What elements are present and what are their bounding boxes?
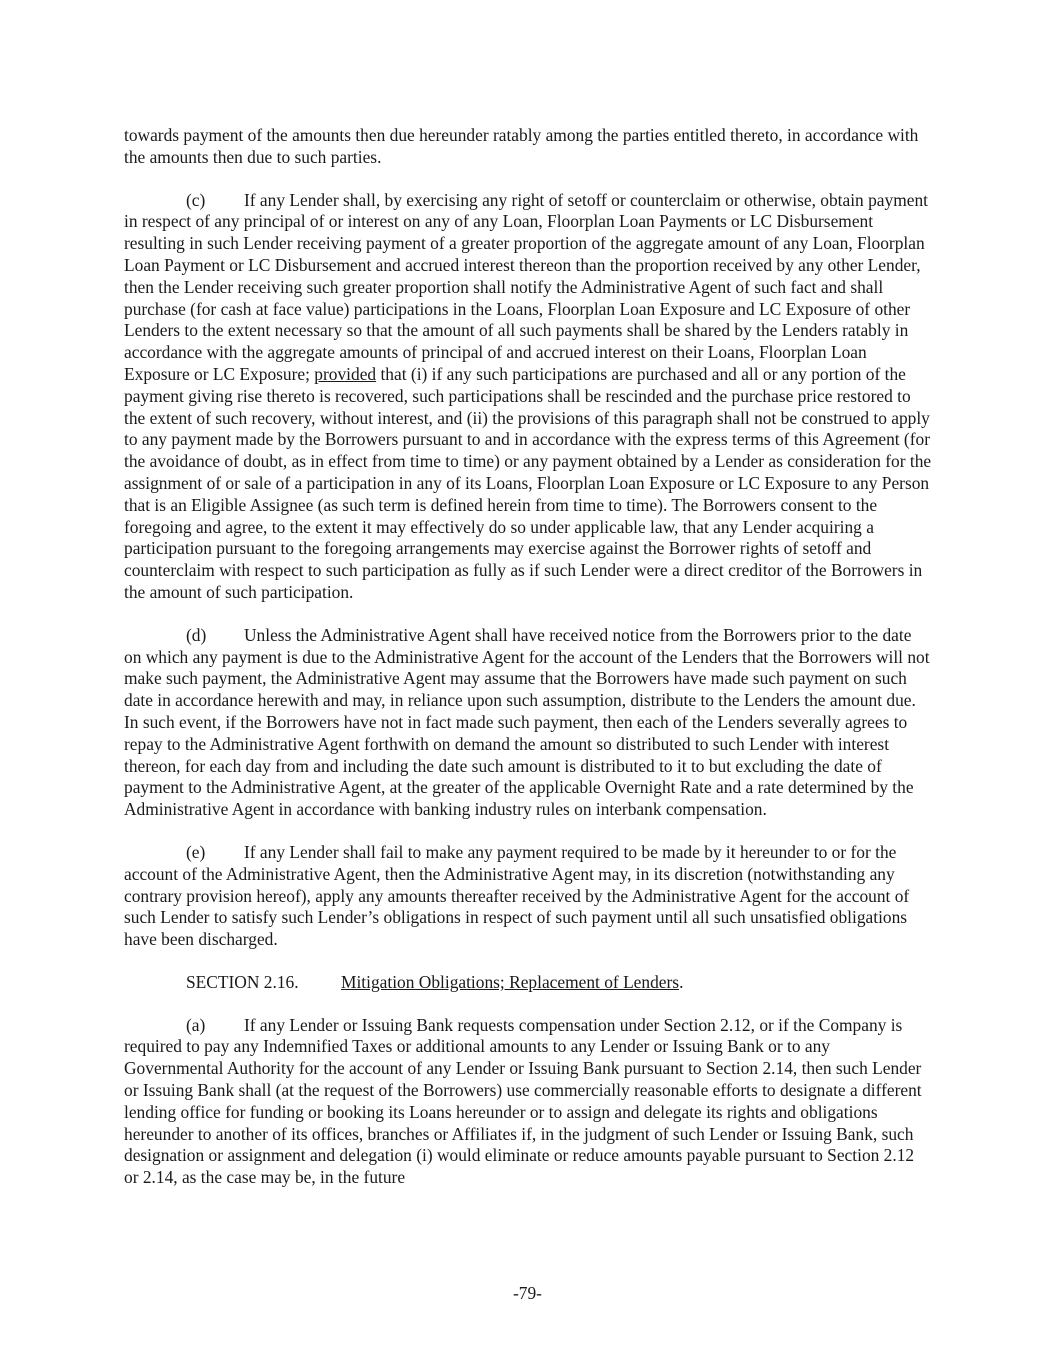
- paragraph-c-label: (c): [186, 189, 206, 210]
- document-body: [124, 125, 932, 1210]
- section-heading: [124, 972, 932, 994]
- provided-term: provided: [314, 363, 377, 384]
- continuation-paragraph: [124, 125, 932, 169]
- paragraph-a-label: (a): [186, 1014, 206, 1035]
- continuation-text: towards payment of the amounts then due hereunder ratably among the parties entitled thereto, in accordance with the amounts then due to such parties.: [124, 125, 919, 167]
- paragraph-d-label: (d): [186, 624, 207, 645]
- paragraph-e-text: If any Lender shall fail to make any payment required to be made by it hereunder to or for the account of the Administrative Agent, then the Administrative Agent may, in its discretion (notwithstanding any contrary provision hereof), apply any amounts thereafter received by the Administrative Agent for the account of such Lender to satisfy such Lender’s obligations in respect of such payment until all such unsatisfied obligations have been discharged.: [124, 841, 910, 950]
- section-title-period: .: [679, 971, 684, 992]
- paragraph-d: [124, 625, 932, 821]
- paragraph-d-text: Unless the Administrative Agent shall have received notice from the Borrowers prior to the date on which any payment is due to the Administrative Agent for the account of the Lenders that the Borrowers will not make such payment, the Administrative Agent may assume that the Borrowers have made such payment on such date in accordance herewith and may, in reliance upon such assumption, distribute to the Lenders the amount due. In such event, if the Borrowers have not in fact made such payment, then each of the Lenders severally agrees to repay to the Administrative Agent forthwith on demand the amount so distributed to such Lender with interest thereon, for each day from and including the date such amount is distributed to it to but excluding the date of payment to the Administrative Agent, at the greater of the applicable Overnight Rate and a rate determined by the Administrative Agent in accordance with banking industry rules on interbank compensation.: [124, 624, 930, 820]
- section-number: SECTION 2.16.: [186, 971, 299, 992]
- page-number: -79-: [513, 1283, 542, 1303]
- paragraph-e: [124, 842, 932, 951]
- paragraph-a-text: If any Lender or Issuing Bank requests compensation under Section 2.12, or if the Company is required to pay any Indemnified Taxes or additional amounts to any Lender or Issuing Bank or to any Governmental Authority for the account of any Lender or Issuing Bank pursuant to Section 2.14, then such Lender or Issuing Bank shall (at the request of the Borrowers) use commercially reasonable efforts to designate a different lending office for funding or booking its Loans hereunder or to assign and delegate its rights and obligations hereunder to another of its offices, branches or Affiliates if, in the judgment of such Lender or Issuing Bank, such designation or assignment and delegation (i) would eliminate or reduce amounts payable pursuant to Section 2.12 or 2.14, as the case may be, in the future: [124, 1014, 922, 1188]
- paragraph-e-label: (e): [186, 841, 206, 862]
- paragraph-c: [124, 190, 932, 604]
- paragraph-c-text-1: If any Lender shall, by exercising any right of setoff or counterclaim or otherwise, obtain payment in respect of any principal of or interest on any of any Loan, Floorplan Loan Payments or LC Disbursement resulting in such Lender receiving payment of a greater proportion of the aggregate amount of any Loan, Floorplan Loan Payment or LC Disbursement and accrued interest thereon than the proportion received by any other Lender, then the Lender receiving such greater proportion shall notify the Administrative Agent of such fact and shall purchase (for cash at face value) participations in the Loans, Floorplan Loan Exposure and LC Exposure of other Lenders to the extent necessary so that the amount of all such payments shall be shared by the Lenders ratably in accordance with the aggregate amounts of principal of and accrued interest on their Loans, Floorplan Loan Exposure or LC Exposure;: [124, 189, 928, 384]
- paragraph-a: [124, 1015, 932, 1189]
- section-title: Mitigation Obligations; Replacement of Lenders: [341, 971, 680, 992]
- paragraph-c-text-2: that (i) if any such participations are purchased and all or any portion of the payment giving rise thereto is recovered, such participations shall be rescinded and the purchase price restored to the extent of such recovery, without interest, and (ii) the provisions of this paragraph shall not be construed to apply to any payment made by the Borrowers pursuant to and in accordance with the express terms of this Agreement (for the avoidance of doubt, as in effect from time to time) or any payment obtained by a Lender as consideration for the assignment of or sale of a participation in any of its Loans, Floorplan Loan Exposure or LC Exposure to any Person that is an Eligible Assignee (as such term is defined herein from time to time). The Borrowers consent to the foregoing and agree, to the extent it may effectively do so under applicable law, that any Lender acquiring a participation pursuant to the foregoing arrangements may exercise against the Borrower rights of setoff and counterclaim with respect to such participation as fully as if such Lender were a direct creditor of the Borrowers in the amount of such participation.: [124, 363, 932, 602]
